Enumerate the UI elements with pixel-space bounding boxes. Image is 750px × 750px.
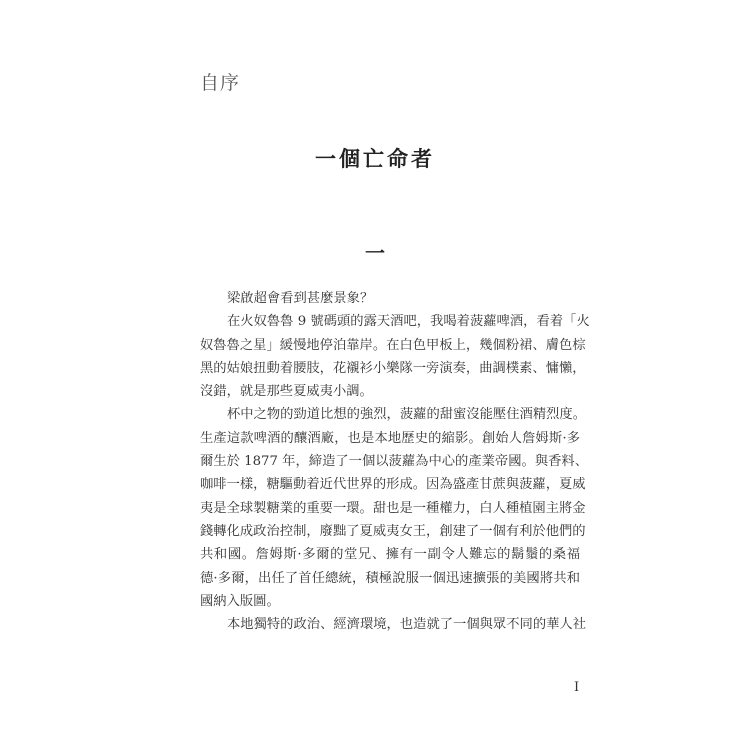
text-line: 咖啡一樣，糖驅動着近代世界的形成。因為盛產甘蔗與菠蘿，夏威: [200, 477, 586, 493]
text-line: 共和國。詹姆斯·多爾的堂兄、擁有一副令人難忘的鬍鬚的桑福: [200, 547, 580, 563]
text-line: 杯中之物的勁道比想的強烈，菠蘿的甜蜜沒能壓住酒精烈度。: [227, 407, 587, 423]
text-line: 德·多爾，出任了首任總統，積極說服一個迅速擴張的美國將共和: [200, 570, 580, 586]
text-line: 本地獨特的政治、經濟環境，也造就了一個與眾不同的華人社: [227, 617, 587, 633]
text-line: 生產這款啤酒的釀酒廠，也是本地歷史的縮影。創始人詹姆斯·多: [200, 430, 580, 446]
text-line: 梁啟超會看到甚麼景象？: [227, 291, 374, 306]
text-line: 國納入版圖。: [200, 593, 280, 609]
body-text: [200, 287, 590, 636]
chapter-title: 一個亡命者: [315, 146, 435, 171]
text-line: 爾生於 1877 年，締造了一個以菠蘿為中心的產業帝國。與香料、: [200, 454, 589, 470]
text-line: 錢轉化成政治控制，廢黜了夏威夷女王，創建了一個有利於他們的: [200, 523, 586, 539]
text-line: 黑的姑娘扭動着腰肢，花襯衫小樂隊一旁演奏，曲調樸素、慵懶，: [200, 360, 586, 376]
text-line: 夷是全球製糖業的重要一環。甜也是一種權力，白人種植園主將金: [200, 500, 586, 516]
text-line: 在火奴魯魯 9 號碼頭的露天酒吧，我喝着菠蘿啤酒，看着「火: [227, 314, 590, 330]
text-line: 沒錯，就是那些夏威夷小調。: [200, 384, 373, 400]
part-number: 一: [365, 241, 385, 265]
text-line: 奴魯魯之星」緩慢地停泊靠岸。在白色甲板上，幾個粉裙、膚色棕: [200, 337, 586, 353]
page-number: I: [574, 680, 580, 695]
section-label: 自序: [200, 72, 241, 94]
